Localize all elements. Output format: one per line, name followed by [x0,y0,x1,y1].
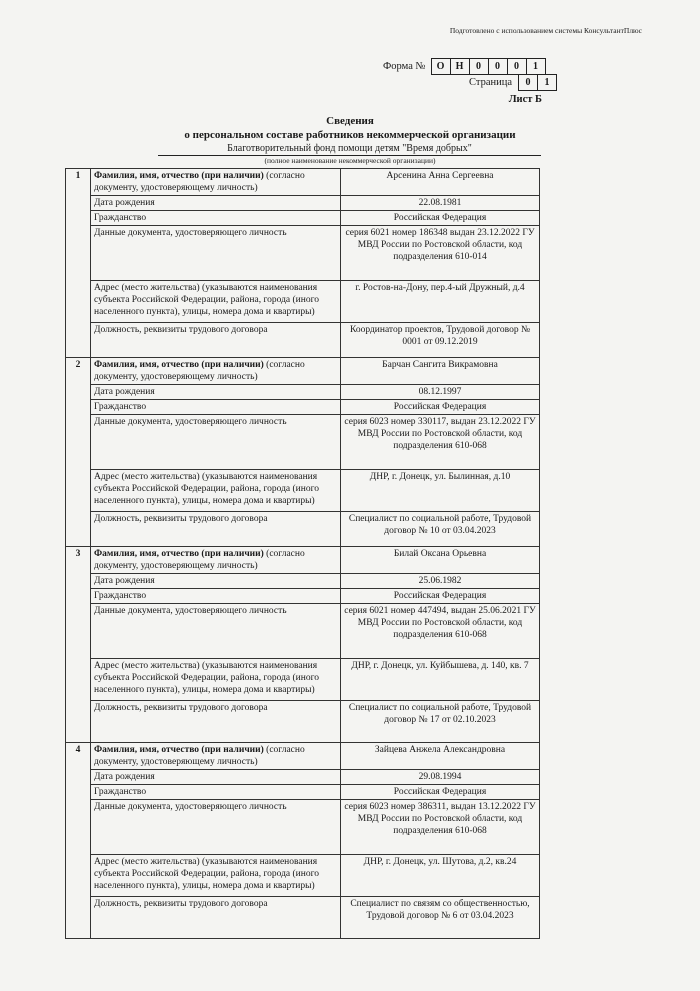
address-label: Адрес (место жительства) (указываются наименования субъекта Российской Федерации, района, города (иного населенного пункта), улицы, номера дома и квартиры) [91,470,341,512]
person-row-id-document [66,800,540,855]
person-number: 1 [66,169,91,358]
person-row-position [66,512,540,547]
birth-date-label: Дата рождения [91,385,341,400]
citizenship-value: Российская Федерация [341,589,540,604]
person-row-position [66,897,540,939]
position-value: Специалист по социальной работе, Трудовой договор № 17 от 02.10.2023 [341,701,540,743]
fio-label [91,743,341,770]
person-row-person-name [66,547,540,574]
person-row-birth-date [66,385,540,400]
person-row-person-name [66,358,540,385]
person-number: 4 [66,743,91,939]
birth-date-label: Дата рождения [91,196,341,211]
form-number [383,58,546,74]
person-row-birth-date [66,196,540,211]
id-document-value: серия 6023 номер 386311, выдан 13.12.2022 ГУ МВД России по Ростовской области, код подразделения 610-068 [341,800,540,855]
form-code-cell: 0 [508,59,527,74]
citizenship-label: Гражданство [91,785,341,800]
person-row-address [66,855,540,897]
fio-label [91,169,341,196]
person-row-id-document [66,415,540,470]
citizenship-label: Гражданство [91,589,341,604]
person-name-value: Билай Оксана Орьевна [341,547,540,574]
id-document-value: серия 6021 номер 447494, выдан 25.06.2021 ГУ МВД России по Ростовской области, код подразделения 610-068 [341,604,540,659]
form-code-cell: 0 [489,59,508,74]
fio-label-rest: (согласно документу, удостоверяющему личность) [94,549,305,571]
person-row-birth-date [66,770,540,785]
address-value: г. Ростов-на-Дону, пер.4-ый Дружный, д.4 [341,281,540,323]
person-row-citizenship [66,211,540,226]
form-code-cell: О [432,59,451,74]
person-row-person-name [66,169,540,196]
form-code-cell: 1 [533,60,539,72]
birth-date-value: 08.12.1997 [341,385,540,400]
person-number: 3 [66,547,91,743]
citizenship-value: Российская Федерация [341,785,540,800]
address-label: Адрес (место жительства) (указываются наименования субъекта Российской Федерации, района, города (иного населенного пункта), улицы, номера дома и квартиры) [91,281,341,323]
person-row-address [66,281,540,323]
address-label: Адрес (место жительства) (указываются наименования субъекта Российской Федерации, района, города (иного населенного пункта), улицы, номера дома и квартиры) [91,855,341,897]
person-row-position [66,701,540,743]
person-row-citizenship [66,400,540,415]
sheet-label: Лист Б [508,94,542,105]
citizenship-value: Российская Федерация [341,211,540,226]
person-row-citizenship [66,589,540,604]
id-document-value: серия 6021 номер 186348 выдан 23.12.2022 ГУ МВД России по Ростовской области, код подразделения 610-014 [341,226,540,281]
fio-label-rest: (согласно документу, удостоверяющему личность) [94,360,305,382]
id-document-label: Данные документа, удостоверяющего личность [91,800,341,855]
page-number [469,74,557,90]
address-label: Адрес (место жительства) (указываются наименования субъекта Российской Федерации, района, города (иного населенного пункта), улицы, номера дома и квартиры) [91,659,341,701]
person-row-address [66,470,540,512]
person-row-id-document [66,226,540,281]
position-value: Координатор проектов, Трудовой договор № 0001 от 09.12.2019 [341,323,540,358]
page-label: Страница [469,76,513,88]
person-number: 2 [66,358,91,547]
person-name-value: Арсенина Анна Сергеевна [341,169,540,196]
doc-title: Сведения [326,115,374,127]
fio-label-bold: Фамилия, имя, отчество (при наличии) [94,360,264,370]
id-document-value: серия 6023 номер 330117, выдан 23.12.2022 ГУ МВД России по Ростовской области, код подразделения 610-068 [341,415,540,470]
person-name-value: Барчан Сангита Викрамовна [341,358,540,385]
address-value: ДНР, г. Донецк, ул. Куйбышева, д. 140, кв. 7 [341,659,540,701]
page-cell: 0 [519,75,538,90]
page-cells [518,74,557,91]
fio-label-rest: (согласно документу, удостоверяющему личность) [94,745,305,767]
person-row-person-name [66,743,540,770]
person-name-value: Зайцева Анжела Александровна [341,743,540,770]
citizenship-label: Гражданство [91,400,341,415]
header-note: Подготовлено с использованием системы КонсультантПлюс [449,26,642,35]
citizenship-label: Гражданство [91,211,341,226]
form-code-cell: Н [451,59,470,74]
birth-date-value: 29.08.1994 [341,770,540,785]
fio-label-rest: (согласно документу, удостоверяющему личность) [94,171,305,193]
page-cell: 1 [544,76,550,88]
address-value: ДНР, г. Донецк, ул. Былинная, д.10 [341,470,540,512]
position-value: Специалист по социальной работе, Трудовой договор № 10 от 03.04.2023 [341,512,540,547]
fio-label [91,358,341,385]
person-row-address [66,659,540,701]
position-label: Должность, реквизиты трудового договора [91,897,341,939]
doc-subtitle: о персональном составе работников некоммерческой организации [184,129,516,141]
personnel-table [65,168,540,939]
form-code-cell: 0 [470,59,489,74]
org-name: Благотворительный фонд помощи детям "Время добрых" [158,143,541,156]
birth-date-label: Дата рождения [91,574,341,589]
id-document-label: Данные документа, удостоверяющего личность [91,604,341,659]
id-document-label: Данные документа, удостоверяющего личность [91,226,341,281]
fio-label-bold: Фамилия, имя, отчество (при наличии) [94,549,264,559]
birth-date-label: Дата рождения [91,770,341,785]
fio-label-bold: Фамилия, имя, отчество (при наличии) [94,745,264,755]
position-label: Должность, реквизиты трудового договора [91,323,341,358]
fio-label [91,547,341,574]
person-row-citizenship [66,785,540,800]
birth-date-value: 22.08.1981 [341,196,540,211]
form-label: Форма № [383,60,426,72]
person-row-id-document [66,604,540,659]
id-document-label: Данные документа, удостоверяющего личность [91,415,341,470]
position-value: Специалист по связям со общественностью, Трудовой договор № 6 от 03.04.2023 [341,897,540,939]
position-label: Должность, реквизиты трудового договора [91,701,341,743]
position-label: Должность, реквизиты трудового договора [91,512,341,547]
person-row-position [66,323,540,358]
person-row-birth-date [66,574,540,589]
birth-date-value: 25.06.1982 [341,574,540,589]
citizenship-value: Российская Федерация [341,400,540,415]
form-code-cells [431,58,546,75]
fio-label-bold: Фамилия, имя, отчество (при наличии) [94,171,264,181]
org-name-note: (полное наименование некоммерческой организации) [264,156,436,165]
address-value: ДНР, г. Донецк, ул. Шутова, д.2, кв.24 [341,855,540,897]
